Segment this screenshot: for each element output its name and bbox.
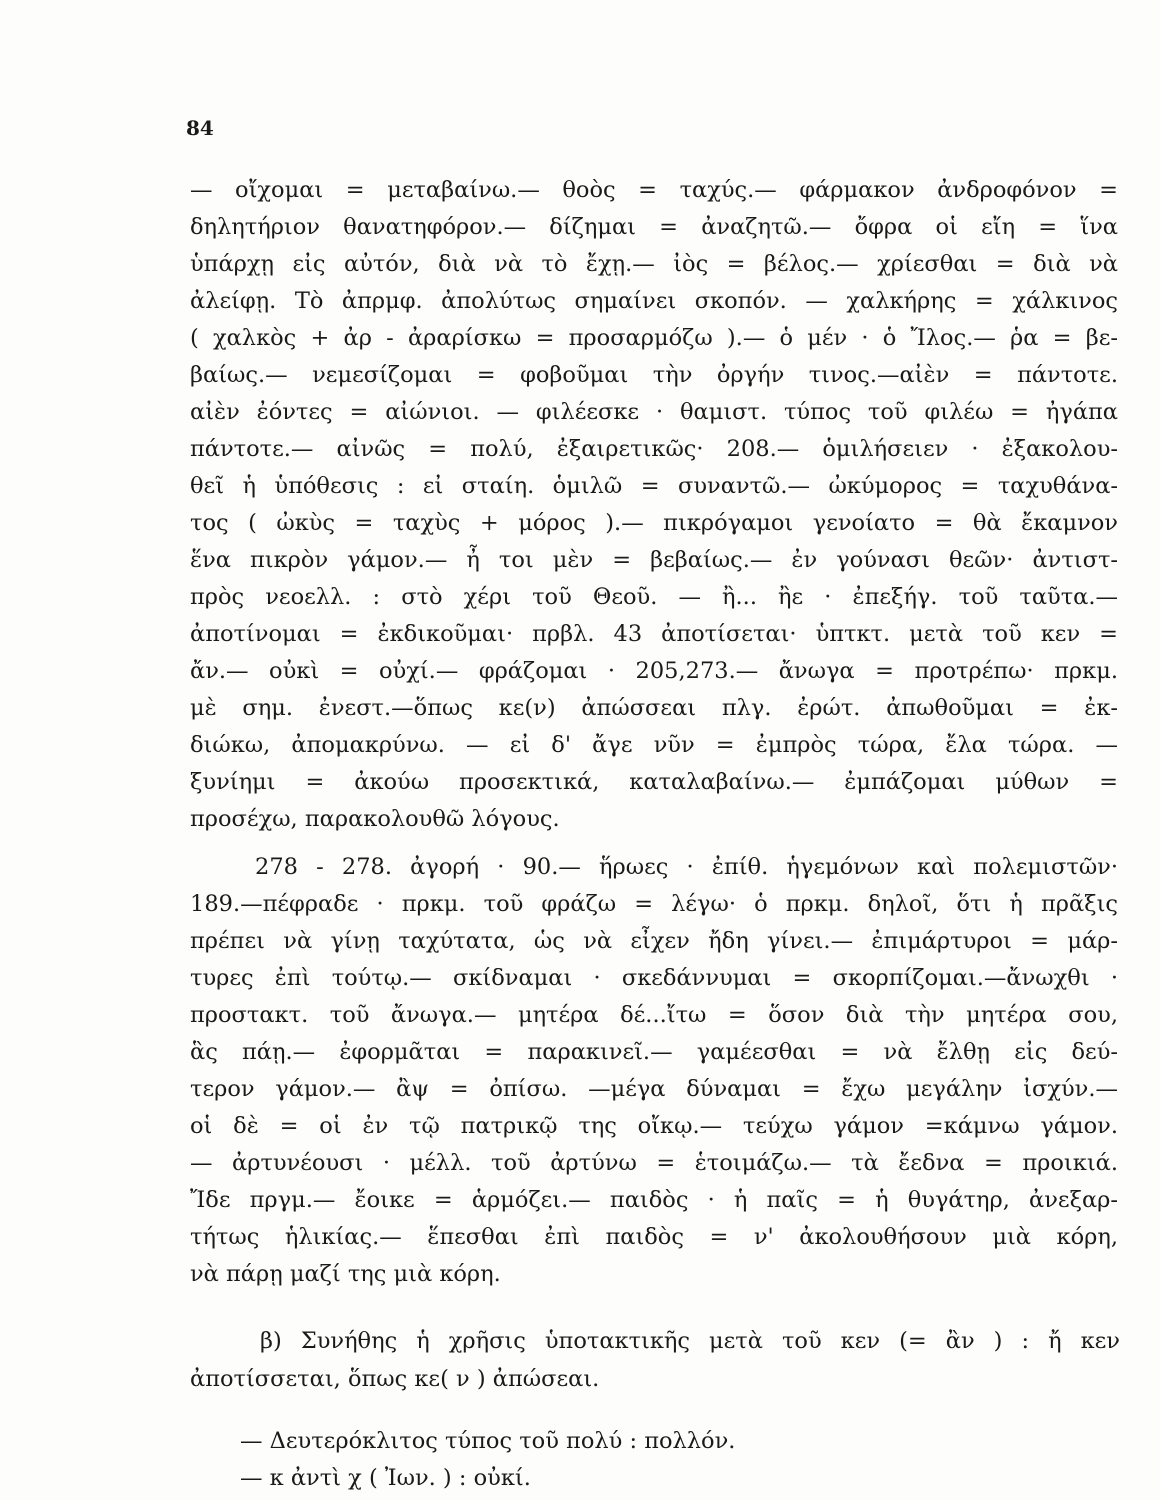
text-line: προστακτ. τοῦ ἄνωγα.— μητέρα δέ...ἴτω = ὅσον διὰ τὴν μητέρα σου, [190, 1002, 1118, 1028]
text-line: δηλητήριον θανατηφόρον.— δίζημαι = ἀναζητῶ.— ὄφρα οἱ εἴη = ἵνα [190, 214, 1118, 240]
text-line: πάντοτε.— αἰνῶς = πολύ, ἐξαιρετικῶς· 208.— ὁμιλήσειεν · ἐξακολου- [190, 436, 1118, 462]
section-beta-line: β) Συνήθης ἡ χρῆσις ὑποτακτικῆς μετὰ τοῦ κεν (= ἂν ) : ἤ κεν [260, 1328, 1120, 1354]
text-line: ἀλείφῃ. Τὸ ἀπρμφ. ἀπολύτως σημαίνει σκοπόν. — χαλκήρης = χάλκινος [190, 288, 1118, 314]
text-line: μὲ σημ. ἐνεστ.—ὅπως κε(ν) ἀπώσσεαι πλγ. ἐρώτ. ἀπωθοῦμαι = ἐκ- [190, 695, 1118, 721]
text-line: 189.—πέφραδε · πρκμ. τοῦ φράζω = λέγω· ὁ πρκμ. δηλοῖ, ὅτι ἡ πρᾶξις [190, 891, 1118, 917]
text-line: ὑπάρχῃ εἰς αὐτόν, διὰ νὰ τὸ ἔχῃ.— ἰὸς = βέλος.— χρίεσθαι = διὰ νὰ [190, 251, 1118, 277]
note-line: — Δευτερόκλιτος τύπος τοῦ πολύ : πολλόν. [240, 1428, 736, 1454]
text-line: Ἴδε πργμ.— ἔοικε = ἁρμόζει.— παιδὸς · ἡ παῖς = ἡ θυγάτηρ, ἀνεξαρ- [190, 1187, 1118, 1213]
text-line: ἕνα πικρὸν γάμον.— ἦ τοι μὲν = βεβαίως.— ἐν γούνασι θεῶν· ἀντιστ- [190, 547, 1118, 573]
text-line: 278 - 278. ἀγορή · 90.— ἥρωες · ἐπίθ. ἡγεμόνων καὶ πολεμιστῶν· [255, 854, 1118, 880]
page-number: 84 [186, 116, 214, 140]
text-line: ἄν.— οὐκὶ = οὐχί.— φράζομαι · 205,273.— ἄνωγα = προτρέπω· πρκμ. [190, 658, 1118, 684]
text-line: πρὸς νεοελλ. : στὸ χέρι τοῦ Θεοῦ. — ἢ... ἢε · ἐπεξήγ. τοῦ ταῦτα.— [190, 584, 1118, 610]
text-line: — οἴχομαι = μεταβαίνω.— θοὸς = ταχύς.— φάρμακον ἀνδροφόνον = [190, 177, 1118, 203]
section-beta-line: ἀποτίσσεται, ὅπως κε( ν ) ἀπώσεαι. [190, 1366, 600, 1392]
text-line: ἃς πάῃ.— ἐφορμᾶται = παρακινεῖ.— γαμέεσθαι = νὰ ἔλθῃ εἰς δεύ- [190, 1039, 1118, 1065]
note-line: — κ ἀντὶ χ ( Ἰων. ) : οὐκί. [240, 1465, 531, 1491]
text-line: προσέχω, παρακολουθῶ λόγους. [190, 806, 560, 832]
text-line: ξυνίημι = ἀκούω προσεκτικά, καταλαβαίνω.— ἐμπάζομαι μύθων = [190, 769, 1118, 795]
text-line: διώκω, ἀπομακρύνω. — εἰ δ' ἄγε νῦν = ἐμπρὸς τώρα, ἔλα τώρα. — [190, 732, 1118, 758]
text-line: — ἀρτυνέουσι · μέλλ. τοῦ ἀρτύνω = ἑτοιμάζω.— τὰ ἔεδνα = προικιά. [190, 1150, 1118, 1176]
text-line: ( χαλκὸς + ἀρ - ἀραρίσκω = προσαρμόζω ).— ὁ μέν · ὁ Ἴλος.— ῥα = βε- [190, 325, 1118, 351]
text-line: νὰ πάρῃ μαζί της μιὰ κόρη. [190, 1261, 501, 1287]
text-line: θεῖ ἡ ὑπόθεσις : εἰ σταίη. ὁμιλῶ = συναντῶ.— ὠκύμορος = ταχυθάνα- [190, 473, 1118, 499]
text-line: ἀποτίνομαι = ἐκδικοῦμαι· πρβλ. 43 ἀποτίσεται· ὑπτκτ. μετὰ τοῦ κεν = [190, 621, 1118, 647]
text-line: οἱ δὲ = οἱ ἐν τῷ πατρικῷ της οἴκῳ.— τεύχω γάμον =κάμνω γάμον. [190, 1113, 1118, 1139]
text-line: βαίως.— νεμεσίζομαι = φοβοῦμαι τὴν ὀργήν τινος.—αἰὲν = πάντοτε. [190, 362, 1118, 388]
text-line: πρέπει νὰ γίνῃ ταχύτατα, ὡς νὰ εἶχεν ἤδη γίνει.— ἐπιμάρτυροι = μάρ- [190, 928, 1118, 954]
text-line: τήτως ἡλικίας.— ἕπεσθαι ἐπὶ παιδὸς = ν' ἀκολουθήσουν μιὰ κόρη, [190, 1224, 1118, 1250]
text-line: τος ( ὠκὺς = ταχὺς + μόρος ).— πικρόγαμοι γενοίατο = θὰ ἔκαμνον [190, 510, 1118, 536]
text-line: τερον γάμον.— ἂψ = ὀπίσω. —μέγα δύναμαι = ἔχω μεγάλην ἰσχύν.— [190, 1076, 1118, 1102]
text-line: τυρες ἐπὶ τούτῳ.— σκίδναμαι · σκεδάννυμαι = σκορπίζομαι.—ἄνωχθι · [190, 965, 1118, 991]
text-line: αἰὲν ἐόντες = αἰώνιοι. — φιλέεσκε · θαμιστ. τύπος τοῦ φιλέω = ἠγάπα [190, 399, 1118, 425]
